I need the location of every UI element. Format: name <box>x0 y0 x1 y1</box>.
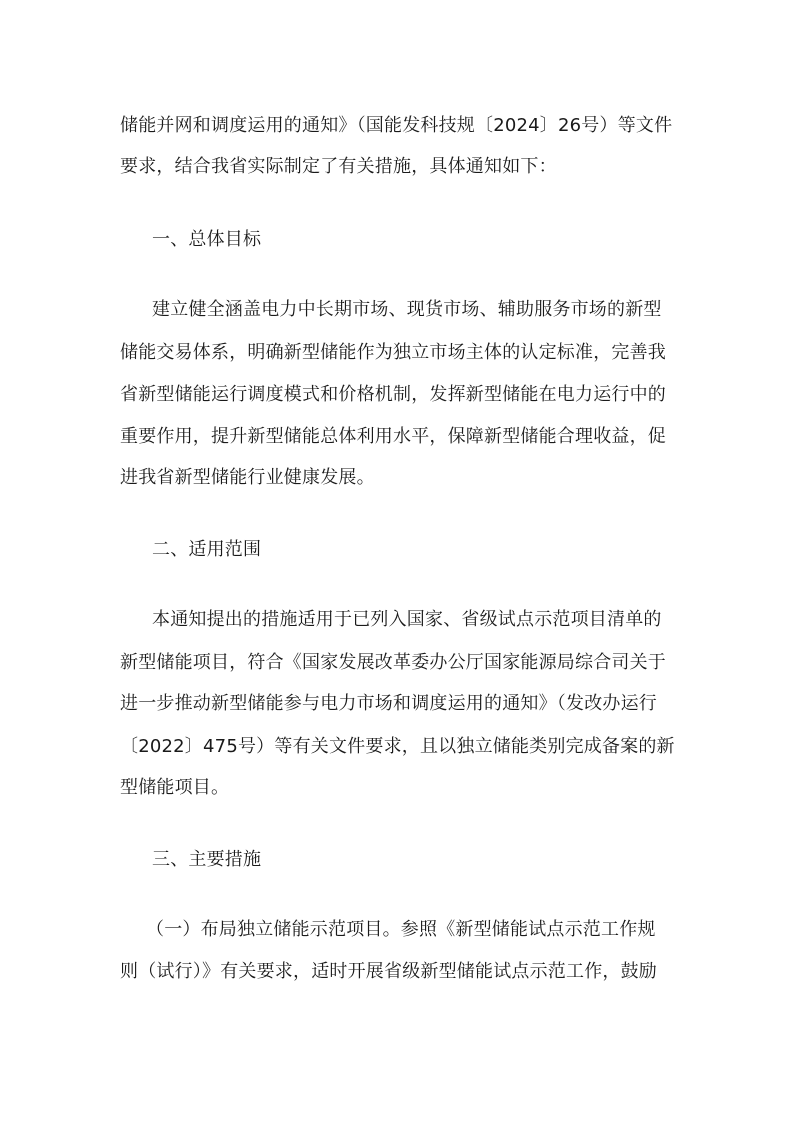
goals-paragraph-line-2: 储能交易体系，明确新型储能作为独立市场主体的认定标准，完善我 <box>120 342 666 363</box>
section-heading-goals: 一、总体目标 <box>152 229 262 250</box>
section-heading-scope: 二、适用范围 <box>152 539 262 560</box>
scope-paragraph-line-3: 进一步推动新型储能参与电力市场和调度运用的通知》（发改办运行 <box>120 693 657 714</box>
scope-paragraph-line-5: 型储能项目。 <box>120 777 230 798</box>
goals-paragraph-line-3: 省新型储能运行调度模式和价格机制，发挥新型储能在电力运行中的 <box>120 384 666 405</box>
scope-paragraph-line-4: 〔2022〕475号）等有关文件要求，且以独立储能类别完成备案的新 <box>120 736 675 757</box>
section-heading-measures: 三、主要措施 <box>152 849 262 870</box>
goals-paragraph-line-5: 进我省新型储能行业健康发展。 <box>120 467 375 488</box>
goals-paragraph-line-4: 重要作用，提升新型储能总体利用水平，保障新型储能合理收益，促 <box>120 426 666 447</box>
measures-paragraph-line-2: 则（试行）》有关要求，适时开展省级新型储能试点示范工作，鼓励 <box>120 961 657 982</box>
scope-paragraph-line-2: 新型储能项目，符合《国家发展改革委办公厅国家能源局综合司关于 <box>120 652 666 673</box>
goals-paragraph-line-1: 建立健全涵盖电力中长期市场、现货市场、辅助服务市场的新型 <box>152 299 662 320</box>
intro-line-2: 要求，结合我省实际制定了有关措施，具体通知如下： <box>120 156 557 177</box>
intro-line-1: 储能并网和调度运用的通知》（国能发科技规〔2024〕26号）等文件 <box>120 115 673 136</box>
scope-paragraph-line-1: 本通知提出的措施适用于已列入国家、省级试点示范项目清单的 <box>152 609 662 630</box>
measures-paragraph-line-1: （一）布局独立储能示范项目。参照《新型储能试点示范工作规 <box>146 919 656 940</box>
